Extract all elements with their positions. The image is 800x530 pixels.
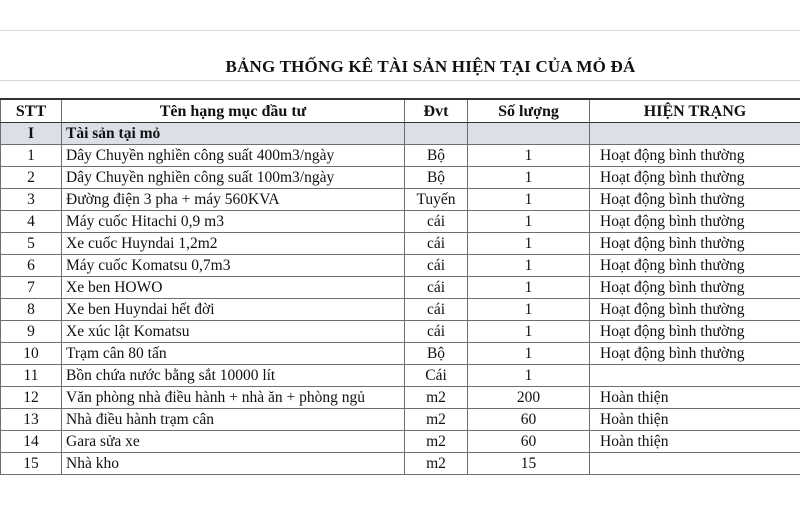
cell-status[interactable]: Hoạt động bình thường: [590, 321, 800, 343]
cell-status[interactable]: Hoạt động bình thường: [590, 277, 800, 299]
cell-qty[interactable]: 60: [468, 431, 590, 453]
cell-stt[interactable]: 13: [1, 409, 62, 431]
group-qty[interactable]: [468, 123, 590, 145]
cell-unit[interactable]: Bộ: [405, 167, 468, 189]
cell-stt[interactable]: 4: [1, 211, 62, 233]
cell-stt[interactable]: 6: [1, 255, 62, 277]
page-title: BẢNG THỐNG KÊ TÀI SẢN HIỆN TẠI CỦA MỎ ĐÁ: [225, 57, 636, 76]
cell-status[interactable]: Hoạt động bình thường: [590, 255, 800, 277]
cell-qty[interactable]: 1: [468, 343, 590, 365]
header-row: [1, 99, 800, 123]
table-row: [1, 387, 800, 409]
cell-stt[interactable]: 1: [1, 145, 62, 167]
table-row: [1, 145, 800, 167]
cell-qty[interactable]: 1: [468, 255, 590, 277]
cell-unit[interactable]: cái: [405, 211, 468, 233]
cell-qty[interactable]: 200: [468, 387, 590, 409]
cell-name[interactable]: Nhà điều hành trạm cân: [62, 409, 405, 431]
group-unit[interactable]: [405, 123, 468, 145]
cell-name[interactable]: Xe xúc lật Komatsu: [62, 321, 405, 343]
cell-name[interactable]: Bồn chứa nước bằng sắt 10000 lít: [62, 365, 405, 387]
cell-qty[interactable]: 1: [468, 321, 590, 343]
cell-status[interactable]: Hoạt động bình thường: [590, 211, 800, 233]
table-row: [1, 167, 800, 189]
table-row: [1, 299, 800, 321]
cell-unit[interactable]: cái: [405, 299, 468, 321]
cell-status[interactable]: Hoạt động bình thường: [590, 145, 800, 167]
cell-name[interactable]: Xe ben Huyndai hết đời: [62, 299, 405, 321]
grid-line: [0, 30, 800, 31]
cell-unit[interactable]: Cái: [405, 365, 468, 387]
cell-status[interactable]: Hoạt động bình thường: [590, 233, 800, 255]
cell-name[interactable]: Văn phòng nhà điều hành + nhà ăn + phòng ngủ: [62, 387, 405, 409]
cell-status[interactable]: Hoàn thiện: [590, 431, 800, 453]
cell-name[interactable]: Gara sửa xe: [62, 431, 405, 453]
cell-stt[interactable]: 8: [1, 299, 62, 321]
header-name[interactable]: Tên hạng mục đầu tư: [62, 99, 405, 123]
cell-stt[interactable]: 9: [1, 321, 62, 343]
table-row: [1, 189, 800, 211]
cell-stt[interactable]: 11: [1, 365, 62, 387]
asset-table: [0, 98, 800, 475]
cell-qty[interactable]: 60: [468, 409, 590, 431]
table-row: [1, 255, 800, 277]
cell-status[interactable]: Hoàn thiện: [590, 409, 800, 431]
header-status[interactable]: HIỆN TRẠNG: [590, 99, 800, 123]
cell-name[interactable]: Nhà kho: [62, 453, 405, 475]
cell-qty[interactable]: 1: [468, 233, 590, 255]
cell-qty[interactable]: 1: [468, 145, 590, 167]
table-row: [1, 365, 800, 387]
header-stt[interactable]: STT: [1, 99, 62, 123]
cell-qty[interactable]: 1: [468, 277, 590, 299]
cell-name[interactable]: Dây Chuyền nghiền công suất 100m3/ngày: [62, 167, 405, 189]
cell-unit[interactable]: m2: [405, 409, 468, 431]
table-row: [1, 431, 800, 453]
cell-unit[interactable]: cái: [405, 321, 468, 343]
cell-name[interactable]: Xe ben HOWO: [62, 277, 405, 299]
cell-unit[interactable]: m2: [405, 431, 468, 453]
cell-status[interactable]: Hoạt động bình thường: [590, 189, 800, 211]
cell-qty[interactable]: 1: [468, 299, 590, 321]
cell-status[interactable]: [590, 453, 800, 475]
cell-name[interactable]: Máy cuốc Hitachi 0,9 m3: [62, 211, 405, 233]
cell-name[interactable]: Đường điện 3 pha + máy 560KVA: [62, 189, 405, 211]
cell-stt[interactable]: 12: [1, 387, 62, 409]
cell-status[interactable]: Hoạt động bình thường: [590, 167, 800, 189]
cell-stt[interactable]: 2: [1, 167, 62, 189]
title-row: [0, 52, 800, 81]
cell-stt[interactable]: 7: [1, 277, 62, 299]
cell-unit[interactable]: cái: [405, 277, 468, 299]
table-row: [1, 453, 800, 475]
table-row: [1, 277, 800, 299]
cell-name[interactable]: Máy cuốc Komatsu 0,7m3: [62, 255, 405, 277]
cell-stt[interactable]: 15: [1, 453, 62, 475]
cell-unit[interactable]: Bộ: [405, 145, 468, 167]
cell-status[interactable]: [590, 365, 800, 387]
cell-stt[interactable]: 3: [1, 189, 62, 211]
cell-qty[interactable]: 1: [468, 189, 590, 211]
cell-status[interactable]: Hoàn thiện: [590, 387, 800, 409]
table-row: [1, 321, 800, 343]
cell-name[interactable]: Trạm cân 80 tấn: [62, 343, 405, 365]
table-row: [1, 343, 800, 365]
table-row: [1, 211, 800, 233]
cell-unit[interactable]: Tuyến: [405, 189, 468, 211]
table-row: [1, 233, 800, 255]
table-row: [1, 409, 800, 431]
group-row: [1, 123, 800, 145]
cell-unit[interactable]: cái: [405, 233, 468, 255]
header-unit[interactable]: Đvt: [405, 99, 468, 123]
cell-qty[interactable]: 1: [468, 211, 590, 233]
header-qty[interactable]: Số lượng: [468, 99, 590, 123]
cell-name[interactable]: Xe cuốc Huyndai 1,2m2: [62, 233, 405, 255]
cell-qty[interactable]: 1: [468, 167, 590, 189]
cell-stt[interactable]: 5: [1, 233, 62, 255]
cell-qty[interactable]: 15: [468, 453, 590, 475]
cell-unit[interactable]: m2: [405, 453, 468, 475]
cell-unit[interactable]: m2: [405, 387, 468, 409]
cell-stt[interactable]: 14: [1, 431, 62, 453]
cell-qty[interactable]: 1: [468, 365, 590, 387]
cell-status[interactable]: Hoạt động bình thường: [590, 299, 800, 321]
spreadsheet: [0, 22, 800, 482]
cell-unit[interactable]: cái: [405, 255, 468, 277]
cell-unit[interactable]: Bộ: [405, 343, 468, 365]
cell-name[interactable]: Dây Chuyền nghiền công suất 400m3/ngày: [62, 145, 405, 167]
group-status[interactable]: [590, 123, 800, 145]
cell-status[interactable]: Hoạt động bình thường: [590, 343, 800, 365]
cell-stt[interactable]: 10: [1, 343, 62, 365]
group-name[interactable]: Tài sản tại mỏ: [62, 123, 405, 145]
group-stt[interactable]: I: [1, 123, 62, 145]
